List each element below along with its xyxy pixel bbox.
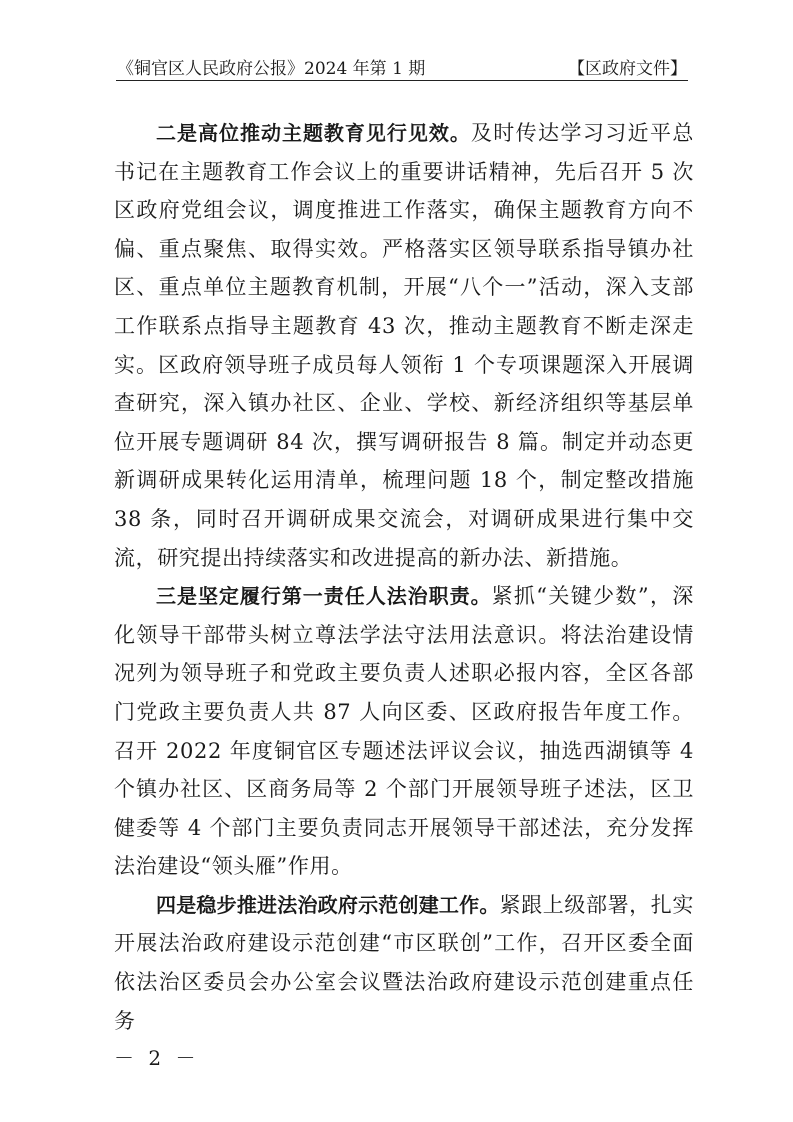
paragraph-3 — [114, 577, 694, 886]
paragraph-text: 紧跟上级部署，扎实开展法治政府建设示范创建“市区联创”工作，召开区委全面依法治区委员会办公室会议暨法治政府建设示范创建重点任务 — [114, 892, 694, 1033]
page-number: － 2 － — [114, 1046, 200, 1070]
paragraph-heading: 二是高位推动主题教育见行见效。 — [156, 121, 471, 145]
paragraph-4 — [114, 886, 694, 1040]
paragraph-2 — [114, 114, 694, 577]
paragraph-heading: 三是坚定履行第一责任人法治职责。 — [156, 584, 492, 609]
paragraph-text: 及时传达学习习近平总书记在主题教育工作会议上的重要讲话精神，先后召开 5 次区政府党组会议，调度推进工作落实，确保主题教育方向不偏、重点聚焦、取得实效。严格落实区领导联系指导镇办社区、重点单位主题教育机制，开展“八个一”活动，深入支部工作联系点指导主题教育 43 次，推动主题教育不断走深走实。区政府领导班子成员每人领衔 1 个专项课题深入开展调查研究，深入镇办社区、企业、学校、新经济组织等基层单位开展专题调研 84 次，撰写调研报告 8 篇。制定并动态更新调研成果转化运用清单，梳理问题 18 个，制定整改措施 38 条，同时召开调研成果交流会，对调研成果进行集中交流，研究提出持续落实和改进提高的新办法、新措施。 — [114, 121, 694, 570]
page-header — [117, 50, 687, 80]
paragraph-text: 紧抓“关键少数”，深化领导干部带头树立尊法学法守法用法意识。将法治建设情况列为领导班子和党政主要负责人述职必报内容，全区各部门党政主要负责人共 87 人向区委、区政府报告年度工作。召开 2022 年度铜官区专题述法评议会议，抽选西湖镇等 4 个镇办社区、区商务局等 2 个部门开展领导班子述法，区卫健委等 4 个部门主要负责同志开展领导干部述法，充分发挥法治建设“领头雁”作用。 — [114, 584, 694, 879]
document-body — [114, 114, 694, 1040]
paragraph-heading: 四是稳步推进法治政府示范创建工作。 — [156, 892, 500, 917]
header-divider — [116, 80, 688, 81]
publication-title: 《铜官区人民政府公报》2024 年第 1 期 — [117, 59, 426, 79]
section-label: 【区政府文件】 — [568, 59, 687, 79]
